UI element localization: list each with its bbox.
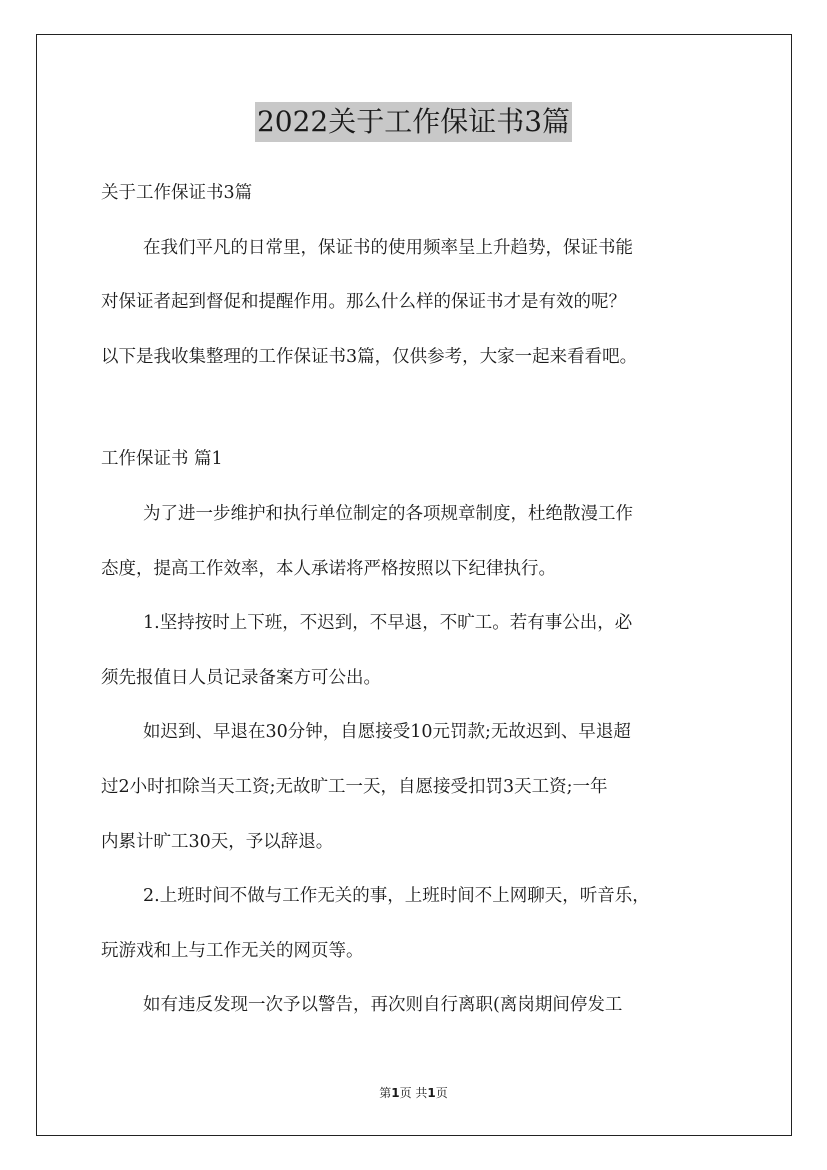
body-line: 为了进一步维护和执行单位制定的各项规章制度，杜绝散漫工作 bbox=[143, 503, 633, 524]
document-title: 2022关于工作保证书3篇 bbox=[255, 102, 572, 142]
intro-line: 对保证者起到督促和提醒作用。那么什么样的保证书才是有效的呢？ bbox=[101, 292, 626, 313]
body-line: 2.上班时间不做与工作无关的事，上班时间不上网聊天，听音乐， bbox=[143, 886, 650, 907]
body-line: 须先报值日人员记录备案方可公出。 bbox=[101, 667, 381, 688]
intro-line: 以下是我收集整理的工作保证书3篇，仅供参考，大家一起来看看吧。 bbox=[101, 346, 638, 367]
spacer bbox=[101, 396, 741, 444]
footer-mid: 页 共 bbox=[399, 1086, 428, 1100]
footer-total-pages: 1 bbox=[427, 1086, 436, 1100]
body-line: 过2小时扣除当天工资;无故旷工一天，自愿接受扣罚3天工资;一年 bbox=[101, 776, 608, 797]
body-line: 1.坚持按时上下班，不迟到，不早退，不旷工。若有事公出，必 bbox=[143, 613, 633, 634]
section-heading: 工作保证书 篇1 bbox=[101, 449, 223, 470]
intro-line: 在我们平凡的日常里，保证书的使用频率呈上升趋势，保证书能 bbox=[143, 237, 633, 258]
body-line: 如迟到、早退在30分钟，自愿接受10元罚款;无故迟到、早退超 bbox=[143, 722, 631, 743]
body-line: 态度，提高工作效率，本人承诺将严格按照以下纪律执行。 bbox=[101, 558, 556, 579]
title-container bbox=[0, 102, 827, 142]
body-line: 玩游戏和上与工作无关的网页等。 bbox=[101, 940, 364, 961]
footer-suffix: 页 bbox=[435, 1086, 448, 1100]
document-body bbox=[101, 178, 741, 1045]
body-line: 内累计旷工30天，予以辞退。 bbox=[101, 831, 334, 852]
page-footer bbox=[0, 1084, 827, 1101]
footer-page-number: 1 bbox=[391, 1086, 400, 1100]
body-line: 如有违反发现一次予以警告，再次则自行离职(离岗期间停发工 bbox=[143, 995, 623, 1016]
document-subtitle: 关于工作保证书3篇 bbox=[101, 183, 253, 203]
footer-prefix: 第 bbox=[379, 1086, 392, 1100]
